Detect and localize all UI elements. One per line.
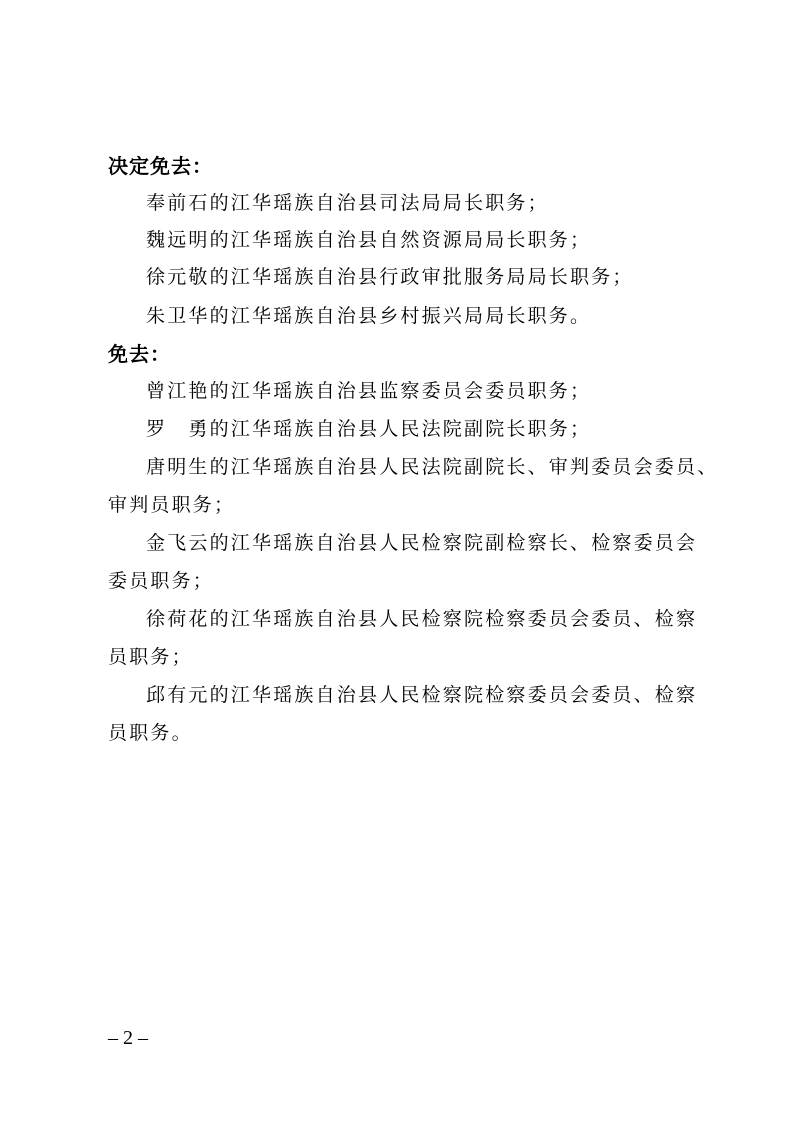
section-heading-remove: 免去： [108,342,171,366]
list-item: 罗 勇的江华瑶族自治县人民法院副院长职务； [146,418,592,440]
list-item: 魏远明的江华瑶族自治县自然资源局局长职务； [146,229,592,251]
list-item: 朱卫华的江华瑶族自治县乡村振兴局局长职务。 [146,305,592,327]
list-item-continuation: 审判员职务； [108,494,236,516]
list-item: 邱有元的江华瑶族自治县人民检察院检察委员会委员、检察 [146,684,698,706]
list-item-continuation: 员职务； [108,646,193,668]
list-item: 曾江艳的江华瑶族自治县监察委员会委员职务； [146,380,592,402]
section-heading-decide-remove: 决定免去： [108,154,213,178]
list-item: 徐荷花的江华瑶族自治县人民检察院检察委员会委员、检察 [146,608,698,630]
list-item: 奉前石的江华瑶族自治县司法局局长职务； [146,192,549,214]
list-item: 徐元敬的江华瑶族自治县行政审批服务局局长职务； [146,266,634,288]
list-item-continuation: 委员职务； [108,570,215,592]
list-item: 唐明生的江华瑶族自治县人民法院副院长、审判委员会委员、 [146,456,719,478]
list-item: 金飞云的江华瑶族自治县人民检察院副检察长、检察委员会 [146,532,698,554]
list-item-continuation: 员职务。 [108,722,193,744]
page-number: – 2 – [108,1027,148,1049]
